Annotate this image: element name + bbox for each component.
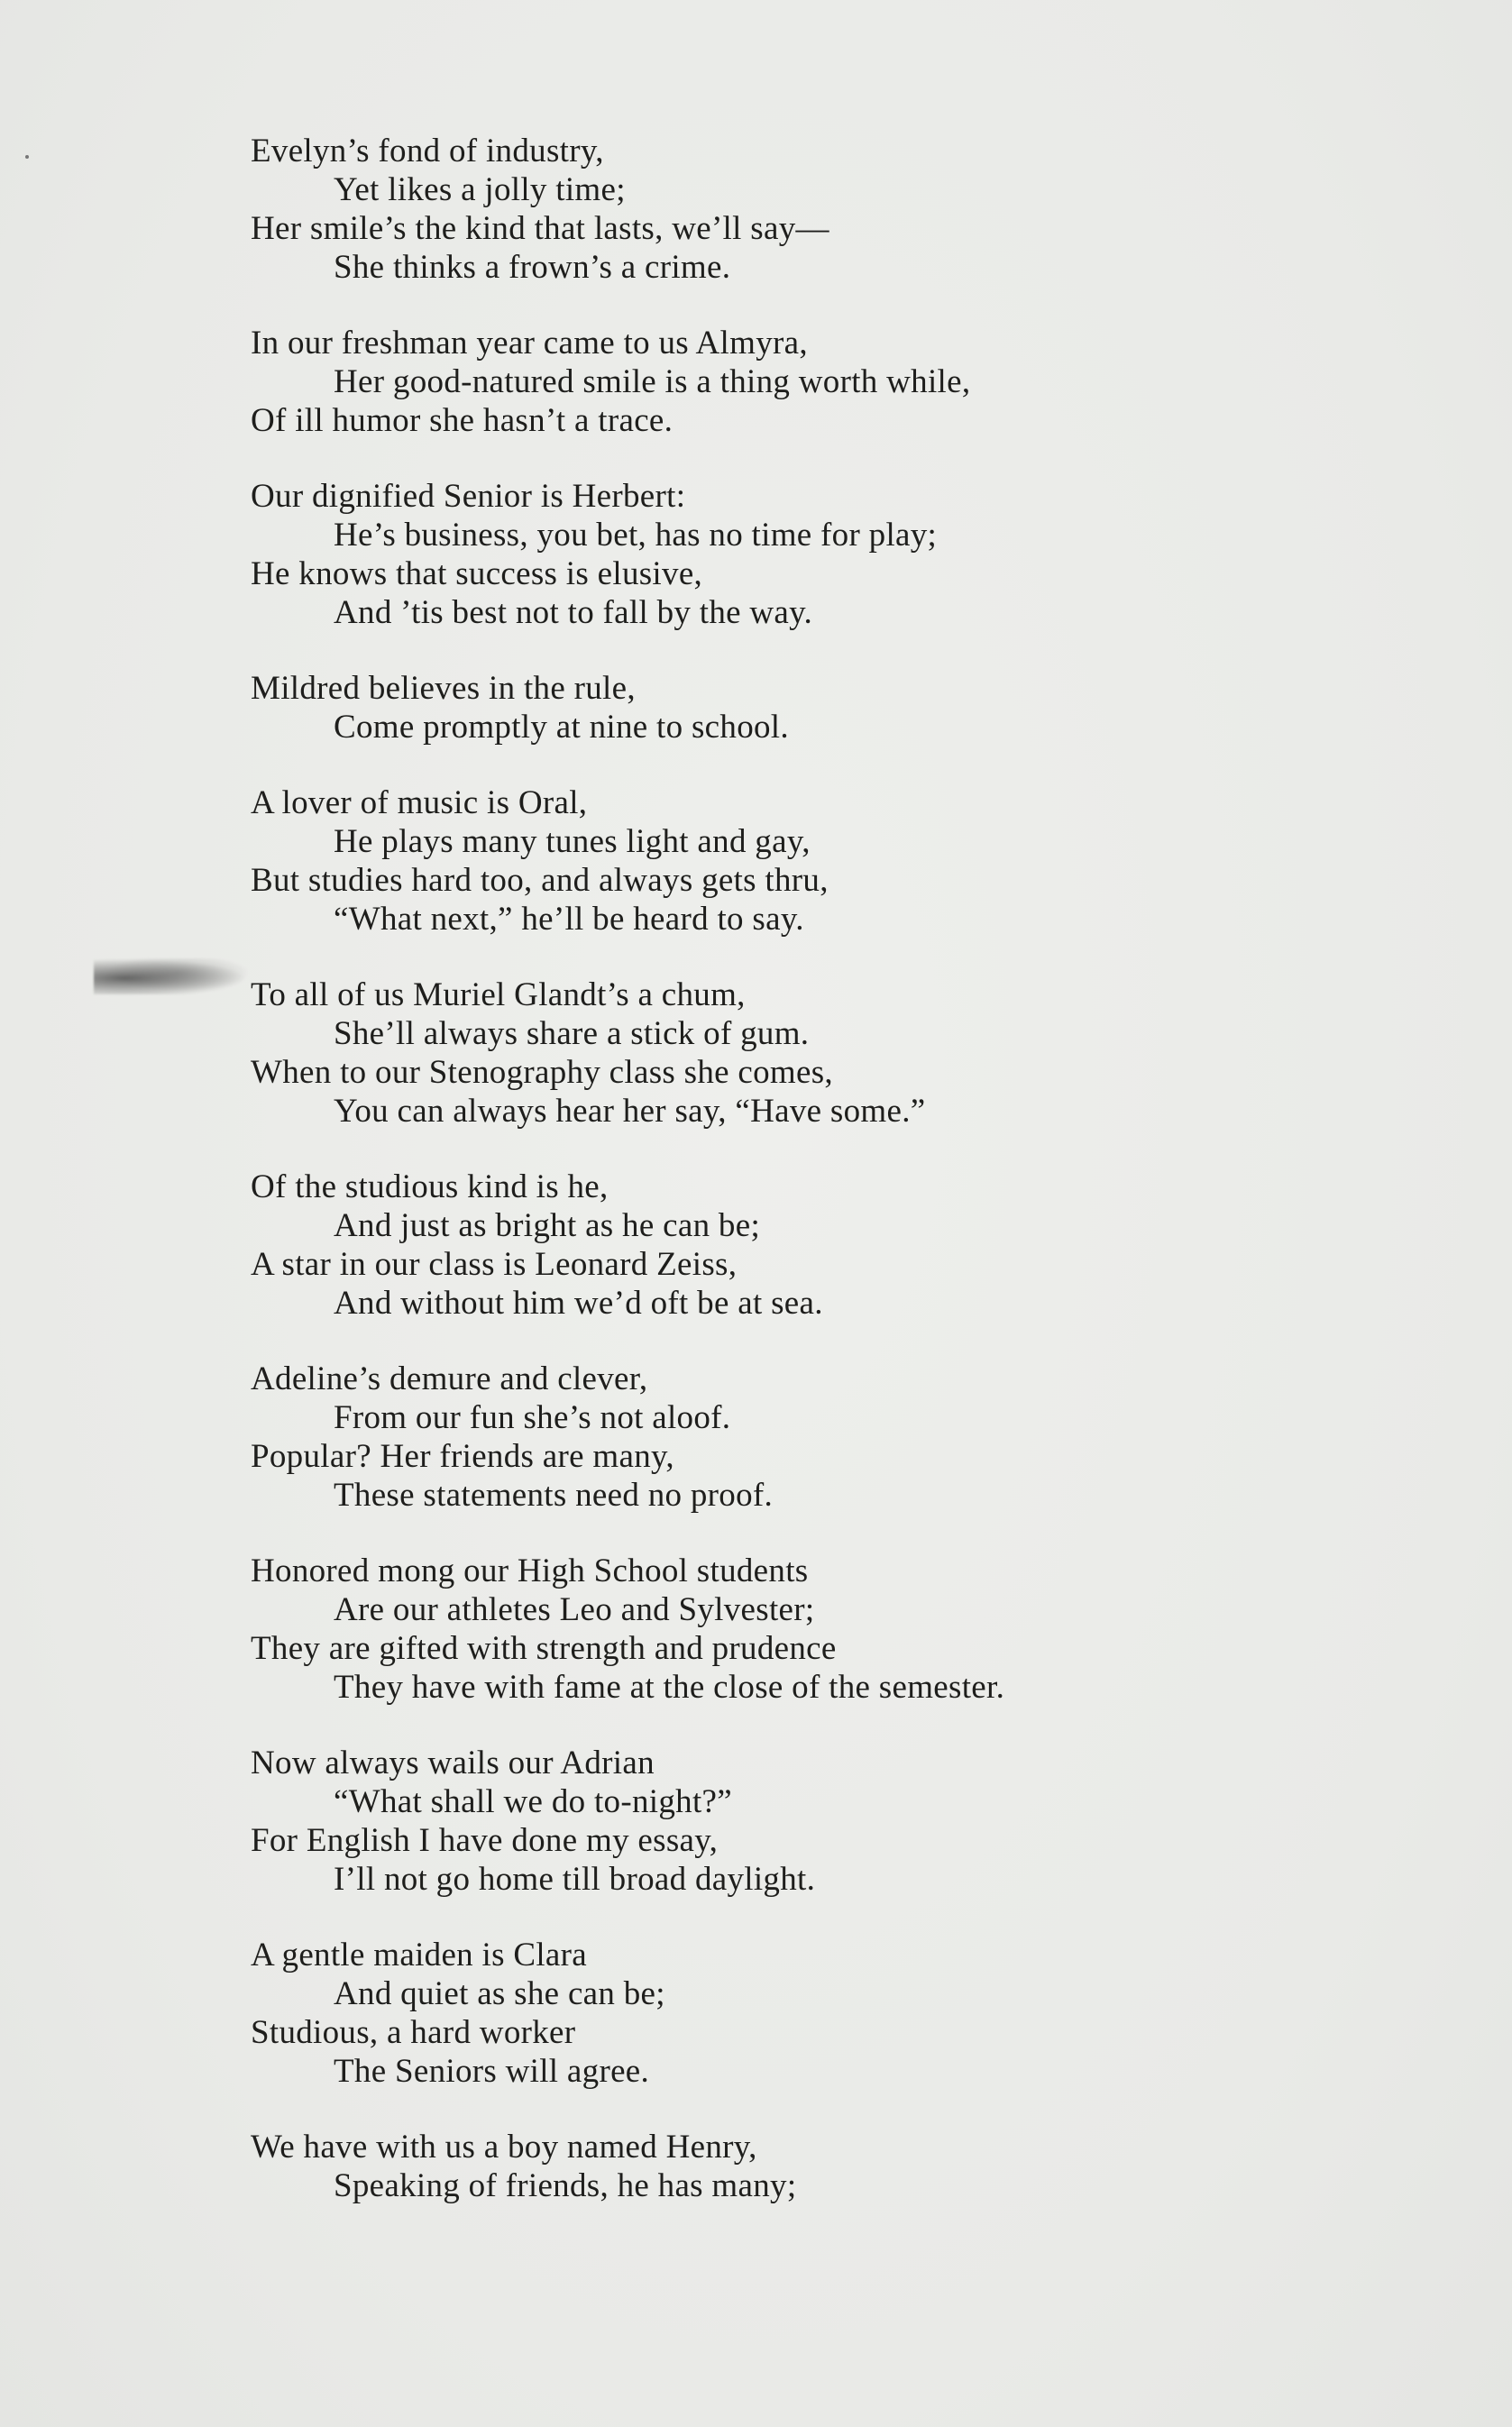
poem-line: Of the studious kind is he, <box>251 1168 609 1205</box>
stanza <box>251 1360 1423 1515</box>
poem-line: A lover of music is Oral, <box>251 784 588 821</box>
poem <box>251 132 1423 2242</box>
poem-line: You can always hear her say, “Have some.” <box>334 1093 926 1130</box>
poem-line: And without him we’d oft be at sea. <box>334 1285 823 1322</box>
poem-line: And ’tis best not to fall by the way. <box>334 594 813 631</box>
poem-line: A star in our class is Leonard Zeiss, <box>251 1246 738 1283</box>
poem-line: They have with fame at the close of the semester. <box>334 1669 1005 1706</box>
stanza <box>251 1168 1423 1323</box>
poem-line: These statements need no proof. <box>334 1477 774 1514</box>
poem-line: Mildred believes in the rule, <box>251 670 636 707</box>
stanza <box>251 2128 1423 2205</box>
poem-line: Now always wails our Adrian <box>251 1745 655 1781</box>
stanza <box>251 1744 1423 1899</box>
poem-line: Popular? Her friends are many, <box>251 1438 674 1475</box>
poem-line: Are our athletes Leo and Sylvester; <box>334 1591 815 1628</box>
poem-line: For English I have done my essay, <box>251 1822 719 1859</box>
poem-line: Of ill humor she hasn’t a trace. <box>251 402 674 439</box>
poem-line: I’ll not go home till broad daylight. <box>334 1861 816 1898</box>
poem-line: Honored mong our High School students <box>251 1552 809 1589</box>
poem-line: Our dignified Senior is Herbert: <box>251 478 686 515</box>
poem-line: Her good-natured smile is a thing worth while, <box>334 363 971 400</box>
stanza <box>251 783 1423 939</box>
poem-line: Her smile’s the kind that lasts, we’ll say— <box>251 210 829 247</box>
poem-line: “What next,” he’ll be heard to say. <box>334 901 804 938</box>
poem-line: From our fun she’s not aloof. <box>334 1399 731 1436</box>
poem-line: To all of us Muriel Glandt’s a chum, <box>251 976 746 1013</box>
poem-line: She’ll always share a stick of gum. <box>334 1015 810 1052</box>
stanza <box>251 669 1423 746</box>
poem-line: They are gifted with strength and prudence <box>251 1630 837 1667</box>
ink-smudge <box>94 958 247 994</box>
poem-line: We have with us a boy named Henry, <box>251 2129 757 2166</box>
poem-line: But studies hard too, and always gets thru, <box>251 862 829 899</box>
poem-line: Yet likes a jolly time; <box>334 171 626 208</box>
poem-line: She thinks a frown’s a crime. <box>334 249 731 286</box>
stanza <box>251 132 1423 287</box>
stanza <box>251 477 1423 632</box>
poem-line: When to our Stenography class she comes, <box>251 1054 833 1091</box>
poem-line: In our freshman year came to us Almyra, <box>251 325 808 362</box>
poem-line: Come promptly at nine to school. <box>334 709 789 746</box>
stanza <box>251 1936 1423 2091</box>
poem-line: “What shall we do to-night?” <box>334 1783 732 1820</box>
stanza <box>251 975 1423 1131</box>
poem-line: Studious, a hard worker <box>251 2014 576 2051</box>
poem-line: He knows that success is elusive, <box>251 555 703 592</box>
stanza <box>251 1552 1423 1707</box>
poem-line: The Seniors will agree. <box>334 2053 650 2090</box>
poem-line: And just as bright as he can be; <box>334 1207 761 1244</box>
poem-line: Evelyn’s fond of industry, <box>251 133 604 169</box>
stanza <box>251 324 1423 440</box>
poem-line: Adeline’s demure and clever, <box>251 1360 648 1397</box>
poem-line: He plays many tunes light and gay, <box>334 823 811 860</box>
poem-line: Speaking of friends, he has many; <box>334 2167 797 2204</box>
paper-speck <box>25 155 29 159</box>
poem-line: He’s business, you bet, has no time for play; <box>334 517 938 554</box>
poem-line: A gentle maiden is Clara <box>251 1937 587 1974</box>
poem-line: And quiet as she can be; <box>334 1975 665 2012</box>
